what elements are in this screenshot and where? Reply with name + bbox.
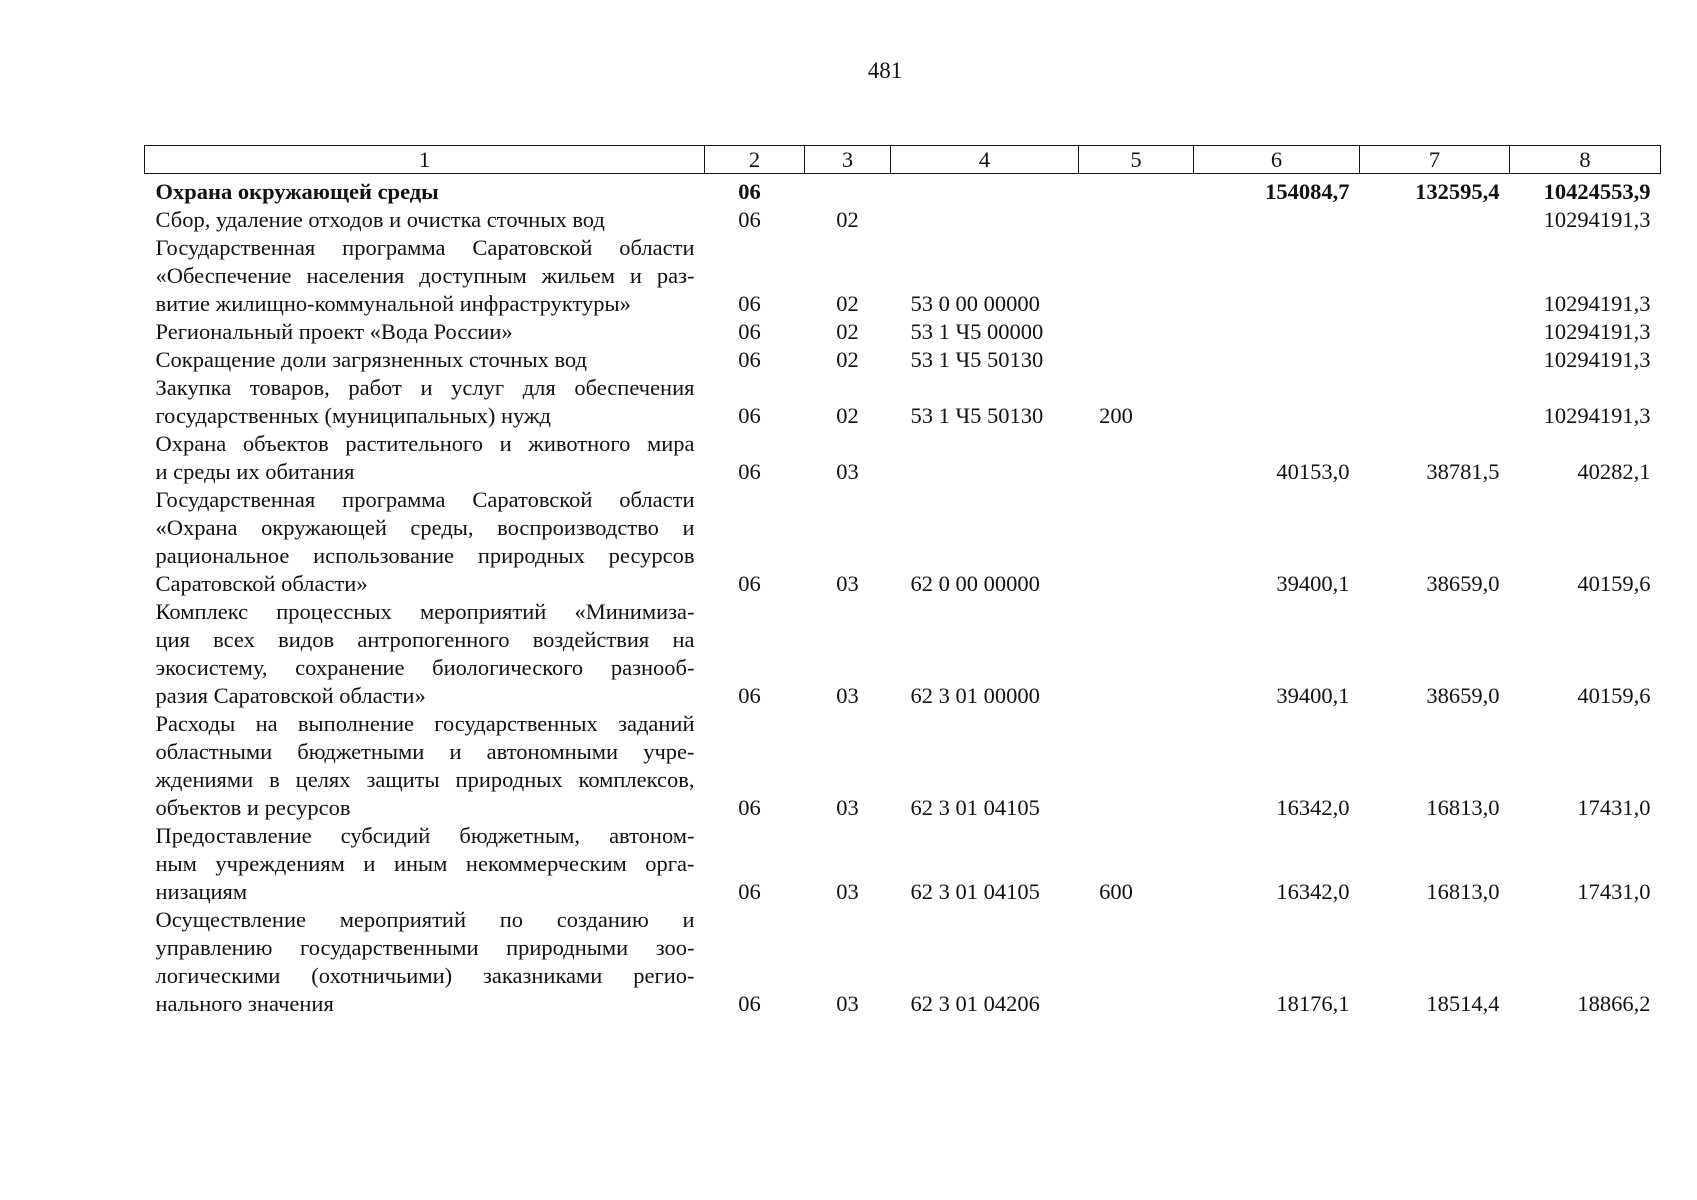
section-code: 06: [738, 879, 761, 904]
page-number: 481: [867, 58, 903, 83]
expense-type-code: [1079, 430, 1194, 486]
row-name-line: ным учреждениям и иным некоммерческим орга-: [155, 851, 695, 876]
row-name-line: «Обеспечение населения доступным жильем и раз-: [155, 263, 695, 288]
row-name-line: разия Саратовской области»: [155, 683, 426, 708]
amount-col-7: [1360, 374, 1510, 430]
row-name-line: витие жилищно-коммунальной инфраструктуры»: [155, 291, 631, 316]
target-article-code: 62 3 01 04105: [910, 795, 1040, 820]
subsection-code: 02: [836, 347, 859, 372]
subsection-code: 03: [836, 795, 859, 820]
amount-col-6: [1194, 346, 1360, 374]
amount-col-7: 38659,0: [1426, 571, 1500, 596]
row-name-line: Предоставление субсидий бюджетным, автоном-: [155, 823, 695, 848]
amount-col-8: 40159,6: [1577, 683, 1651, 708]
row-name-line: управлению государственными природными зоо-: [155, 935, 695, 960]
table-row: [145, 822, 1661, 906]
row-name-line: Закупка товаров, работ и услуг для обеспечения: [155, 375, 695, 400]
amount-col-6: [1194, 318, 1360, 346]
section-code: 06: [738, 683, 761, 708]
target-article-code: 53 0 00 00000: [910, 291, 1040, 316]
row-name: [145, 822, 705, 906]
amount-col-6: 18176,1: [1276, 991, 1350, 1016]
amount-col-7: 38781,5: [1426, 459, 1500, 484]
budget-table: [144, 145, 1661, 1018]
subsection-code: 02: [836, 207, 859, 232]
amount-col-8: 10424553,9: [1543, 179, 1651, 204]
target-article-code: 62 0 00 00000: [910, 571, 1040, 596]
amount-col-6: 40153,0: [1276, 459, 1350, 484]
subsection-code: 03: [836, 991, 859, 1016]
column-header-4: 4: [891, 146, 1079, 174]
subsection-code: 03: [836, 879, 859, 904]
row-name-line: и среды их обитания: [155, 459, 355, 484]
amount-col-6: [1194, 234, 1360, 318]
row-name-line: объектов и ресурсов: [155, 795, 351, 820]
row-name: [145, 206, 705, 234]
row-name-line: Расходы на выполнение государственных заданий: [155, 711, 695, 736]
table-row: [145, 906, 1661, 1018]
target-article-code: 62 3 01 00000: [910, 683, 1040, 708]
amount-col-7: [1360, 346, 1510, 374]
amount-col-7: 38659,0: [1426, 683, 1500, 708]
row-name-line: логическими (охотничьими) заказниками регио-: [155, 963, 695, 988]
expense-type-code: [1079, 234, 1194, 318]
target-article-code: [891, 174, 1079, 207]
column-header-7: 7: [1360, 146, 1510, 174]
amount-col-6: [1194, 206, 1360, 234]
row-name-line: Сокращение доли загрязненных сточных вод: [155, 347, 587, 372]
column-header-3: 3: [805, 146, 891, 174]
row-name-line: Сбор, удаление отходов и очистка сточных вод: [155, 207, 605, 232]
target-article-code: 62 3 01 04105: [910, 879, 1040, 904]
subsection-code: 02: [836, 403, 859, 428]
row-name: [145, 174, 705, 207]
amount-col-7: 132595,4: [1415, 179, 1500, 204]
section-code: 06: [738, 347, 761, 372]
row-name: [145, 346, 705, 374]
subsection-code: [805, 174, 891, 207]
row-name-line: «Охрана окружающей среды, воспроизводство и: [155, 515, 695, 540]
table-row: [145, 430, 1661, 486]
row-name-line: Охрана окружающей среды: [155, 179, 439, 204]
expense-type-code: [1079, 206, 1194, 234]
table-row: [145, 234, 1661, 318]
amount-col-6: 154084,7: [1265, 179, 1350, 204]
column-header-2: 2: [705, 146, 805, 174]
table-row: [145, 318, 1661, 346]
row-name-line: Региональный проект «Вода России»: [155, 319, 513, 344]
target-article-code: 53 1 Ч5 50130: [910, 403, 1044, 428]
subsection-code: 02: [836, 291, 859, 316]
subsection-code: 03: [836, 683, 859, 708]
expense-type-code: [1079, 710, 1194, 822]
amount-col-8: 10294191,3: [1543, 319, 1651, 344]
row-name-line: Государственная программа Саратовской области: [155, 487, 695, 512]
table-row: [145, 346, 1661, 374]
target-article-code: 62 3 01 04206: [910, 991, 1040, 1016]
table-row: [145, 710, 1661, 822]
row-name-line: Осуществление мероприятий по созданию и: [155, 907, 695, 932]
table-row: [145, 206, 1661, 234]
amount-col-6: 16342,0: [1276, 795, 1350, 820]
column-header-6: 6: [1194, 146, 1360, 174]
amount-col-7: [1360, 318, 1510, 346]
section-code: 06: [738, 571, 761, 596]
section-code: 06: [738, 179, 761, 204]
target-article-code: 53 1 Ч5 50130: [910, 347, 1044, 372]
expense-type-code: [1079, 486, 1194, 598]
expense-type-code: [1079, 318, 1194, 346]
amount-col-6: 39400,1: [1276, 571, 1350, 596]
target-article-code: 53 1 Ч5 00000: [910, 319, 1044, 344]
amount-col-8: 40282,1: [1577, 459, 1651, 484]
row-name: [145, 318, 705, 346]
row-name-line: низациям: [155, 879, 248, 904]
table-row: [145, 598, 1661, 710]
amount-col-6: 16342,0: [1276, 879, 1350, 904]
table-row: [145, 174, 1661, 207]
amount-col-8: 10294191,3: [1543, 291, 1651, 316]
amount-col-8: 40159,6: [1577, 571, 1651, 596]
row-name-line: экосистему, сохранение биологического разнооб-: [155, 655, 695, 680]
amount-col-7: [1360, 234, 1510, 318]
amount-col-7: [1360, 206, 1510, 234]
table-body: [145, 174, 1661, 1019]
amount-col-8: 17431,0: [1577, 879, 1651, 904]
expense-type-code: 600: [1099, 879, 1133, 904]
row-name-line: ждениями в целях защиты природных комплексов,: [155, 767, 695, 792]
column-header-5: 5: [1079, 146, 1194, 174]
target-article-code: [891, 206, 1079, 234]
amount-col-8: 18866,2: [1577, 991, 1651, 1016]
row-name: [145, 430, 705, 486]
row-name: [145, 906, 705, 1018]
expense-type-code: 200: [1099, 403, 1133, 428]
row-name-line: государственных (муниципальных) нужд: [155, 403, 551, 428]
section-code: 06: [738, 319, 761, 344]
column-header-1: 1: [145, 146, 705, 174]
amount-col-8: 10294191,3: [1543, 347, 1651, 372]
table-row: [145, 486, 1661, 598]
table-row: [145, 374, 1661, 430]
row-name: [145, 374, 705, 430]
row-name: [145, 710, 705, 822]
subsection-code: 03: [836, 571, 859, 596]
amount-col-6: [1194, 374, 1360, 430]
subsection-code: 02: [836, 319, 859, 344]
table-header: [145, 146, 1661, 174]
row-name-line: Государственная программа Саратовской области: [155, 235, 695, 260]
section-code: 06: [738, 291, 761, 316]
header-row: [145, 146, 1661, 174]
row-name-line: областными бюджетными и автономными учре-: [155, 739, 695, 764]
row-name-line: Саратовской области»: [155, 571, 368, 596]
row-name: [145, 486, 705, 598]
section-code: 06: [738, 403, 761, 428]
row-name-line: ция всех видов антропогенного воздействия на: [155, 627, 695, 652]
row-name-line: рациональное использование природных ресурсов: [155, 543, 695, 568]
row-name-line: Охрана объектов растительного и животного мира: [155, 431, 695, 456]
column-header-8: 8: [1510, 146, 1661, 174]
expense-type-code: [1079, 906, 1194, 1018]
row-name: [145, 598, 705, 710]
amount-col-8: 10294191,3: [1543, 207, 1651, 232]
section-code: 06: [738, 207, 761, 232]
section-code: 06: [738, 459, 761, 484]
subsection-code: 03: [836, 459, 859, 484]
amount-col-8: 17431,0: [1577, 795, 1651, 820]
expense-type-code: [1079, 346, 1194, 374]
expense-type-code: [1079, 598, 1194, 710]
section-code: 06: [738, 795, 761, 820]
amount-col-7: 16813,0: [1426, 795, 1500, 820]
expense-type-code: [1079, 174, 1194, 207]
row-name-line: нального значения: [155, 991, 334, 1016]
amount-col-8: 10294191,3: [1543, 403, 1651, 428]
row-name: [145, 234, 705, 318]
amount-col-7: 16813,0: [1426, 879, 1500, 904]
target-article-code: [891, 430, 1079, 486]
amount-col-7: 18514,4: [1426, 991, 1500, 1016]
amount-col-6: 39400,1: [1276, 683, 1350, 708]
row-name-line: Комплекс процессных мероприятий «Минимиза-: [155, 599, 695, 624]
section-code: 06: [738, 991, 761, 1016]
